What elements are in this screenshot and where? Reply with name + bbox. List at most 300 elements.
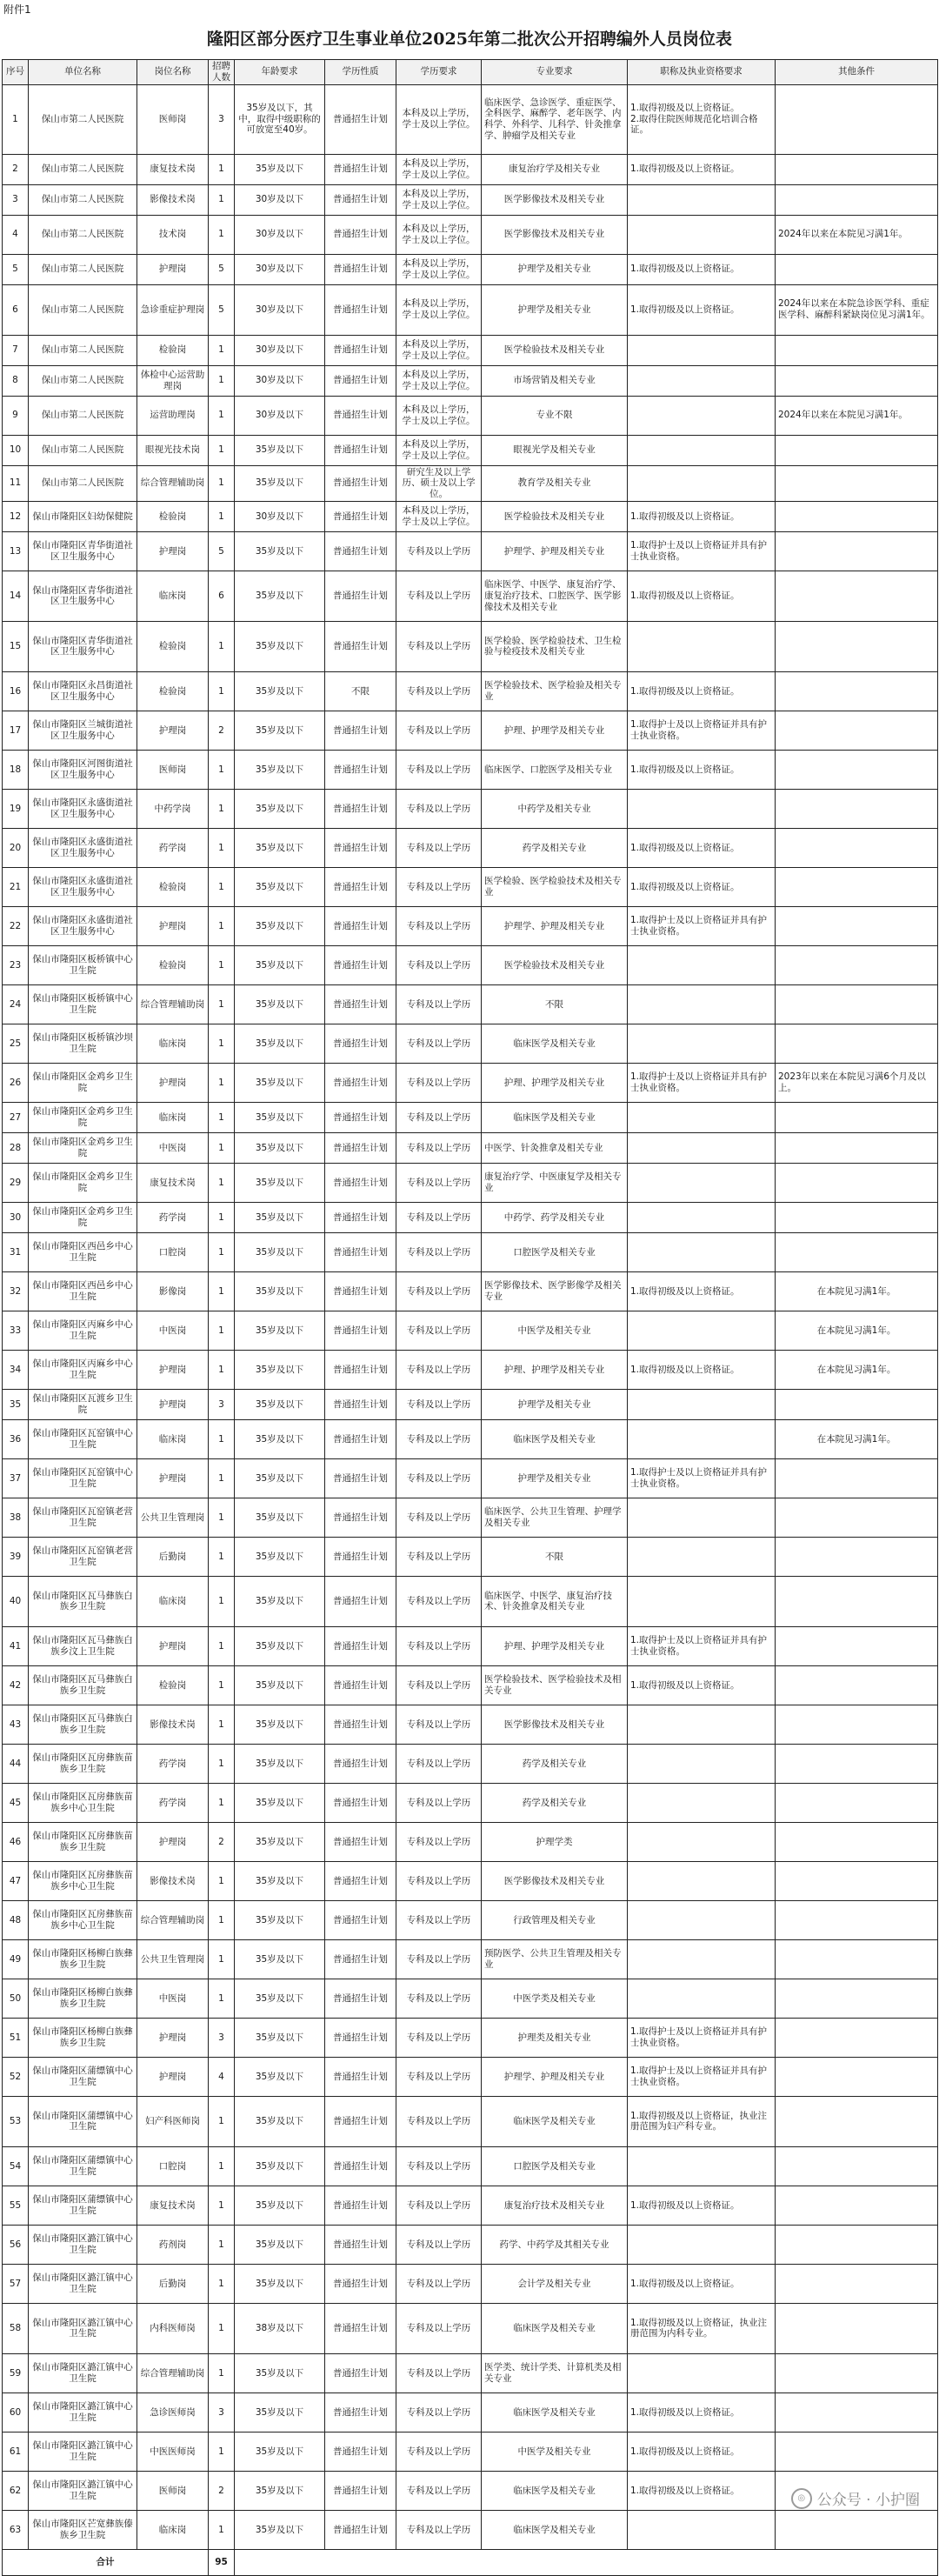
cell-position: 临床岗 [137, 1576, 209, 1626]
cell-major: 护理学及相关专业 [482, 284, 628, 335]
cell-position: 护理岗 [137, 1626, 209, 1665]
cell-edu-req: 专科及以上学历 [396, 2146, 482, 2186]
cell-unit: 保山市隆阳区蒲缥镇中心卫生院 [29, 2057, 137, 2096]
cell-qualification: 1.取得初级及以上资格证。 [628, 284, 776, 335]
cell-edu-type: 普通招生计划 [325, 2146, 396, 2186]
cell-major: 口腔医学及相关专业 [482, 2146, 628, 2186]
cell-edu-type: 普通招生计划 [325, 254, 396, 284]
cell-index: 43 [3, 1705, 29, 1744]
cell-age: 35岁及以下 [235, 2471, 325, 2510]
cell-index: 59 [3, 2353, 29, 2392]
table-row [3, 1232, 938, 1271]
cell-index: 23 [3, 945, 29, 984]
cell-edu-req: 专科及以上学历 [396, 1350, 482, 1389]
cell-index: 51 [3, 2018, 29, 2057]
page-title: 隆阳区部分医疗卫生事业单位2025年第二批次公开招聘编外人员岗位表 [207, 30, 732, 49]
cell-edu-req: 专科及以上学历 [396, 1861, 482, 1900]
cell-edu-type: 普通招生计划 [325, 1900, 396, 1939]
cell-unit: 保山市第二人民医院 [29, 435, 137, 465]
cell-age: 35岁及以下 [235, 984, 325, 1024]
cell-edu-req: 专科及以上学历 [396, 1163, 482, 1202]
cell-index: 10 [3, 435, 29, 465]
cell-index: 12 [3, 501, 29, 531]
cell-position: 药剂岗 [137, 2225, 209, 2264]
cell-position: 中药学岗 [137, 789, 209, 828]
cell-major: 护理学及相关专业 [482, 1389, 628, 1419]
cell-count: 1 [209, 335, 235, 365]
cell-unit: 保山市隆阳区蒲缥镇中心卫生院 [29, 2186, 137, 2225]
cell-age: 35岁及以下 [235, 1744, 325, 1783]
cell-unit: 保山市隆阳区永昌街道社区卫生服务中心 [29, 671, 137, 711]
cell-age: 35岁及以下 [235, 1458, 325, 1498]
cell-count: 1 [209, 2096, 235, 2146]
cell-age: 35岁及以下 [235, 1900, 325, 1939]
cell-other [776, 2264, 938, 2303]
cell-major: 中医学类及相关专业 [482, 1979, 628, 2018]
cell-position: 检验岗 [137, 335, 209, 365]
cell-edu-req: 专科及以上学历 [396, 1783, 482, 1822]
cell-age: 35岁及以下 [235, 1024, 325, 1063]
cell-edu-type: 普通招生计划 [325, 184, 396, 215]
cell-edu-type: 普通招生计划 [325, 1861, 396, 1900]
cell-age: 35岁及以下 [235, 2146, 325, 2186]
cell-other [776, 531, 938, 571]
cell-age: 35岁及以下 [235, 571, 325, 621]
cell-count: 1 [209, 906, 235, 945]
cell-unit: 保山市隆阳区瓦窑镇老营卫生院 [29, 1498, 137, 1537]
cell-qualification [628, 2510, 776, 2549]
cell-edu-req: 专科及以上学历 [396, 1576, 482, 1626]
total-row [3, 2549, 938, 2575]
cell-age: 35岁及以下 [235, 1861, 325, 1900]
cell-edu-req: 本科及以上学历，学士及以上学位。 [396, 435, 482, 465]
cell-index: 36 [3, 1419, 29, 1458]
cell-age: 35岁及以下 [235, 1939, 325, 1979]
cell-age: 35岁及以下 [235, 2186, 325, 2225]
cell-edu-type: 普通招生计划 [325, 1576, 396, 1626]
cell-other [776, 154, 938, 184]
cell-edu-req: 专科及以上学历 [396, 1458, 482, 1498]
cell-edu-type: 普通招生计划 [325, 1498, 396, 1537]
cell-position: 护理岗 [137, 1350, 209, 1389]
cell-age: 35岁及以下 [235, 2225, 325, 2264]
cell-position: 临床岗 [137, 571, 209, 621]
cell-major: 医学检验技术、医学检验及相关专业 [482, 671, 628, 711]
cell-edu-type: 普通招生计划 [325, 789, 396, 828]
cell-index: 20 [3, 828, 29, 867]
cell-position: 妇产科医师岗 [137, 2096, 209, 2146]
cell-count: 5 [209, 284, 235, 335]
cell-unit: 保山市隆阳区潞江镇中心卫生院 [29, 2225, 137, 2264]
header-col-position: 岗位名称 [137, 60, 209, 85]
annex-label: 附件1 [3, 3, 31, 16]
table-row [3, 365, 938, 396]
cell-unit: 保山市隆阳区蒲缥镇中心卫生院 [29, 2146, 137, 2186]
cell-qualification [628, 1900, 776, 1939]
cell-index: 3 [3, 184, 29, 215]
cell-other [776, 1232, 938, 1271]
cell-qualification: 1.取得初级及以上资格证。 [628, 1350, 776, 1389]
cell-unit: 保山市隆阳区青华街道社区卫生服务中心 [29, 621, 137, 671]
cell-count: 1 [209, 1232, 235, 1271]
cell-edu-req: 专科及以上学历 [396, 906, 482, 945]
cell-other: 2024年以来在本院见习满1年。 [776, 215, 938, 254]
cell-other [776, 1389, 938, 1419]
table-row [3, 571, 938, 621]
header-col-age: 年龄要求 [235, 60, 325, 85]
cell-edu-req: 专科及以上学历 [396, 711, 482, 750]
cell-major: 医学检验技术及相关专业 [482, 501, 628, 531]
cell-count: 1 [209, 1537, 235, 1576]
cell-count: 3 [209, 2018, 235, 2057]
cell-major: 教育学及相关专业 [482, 465, 628, 501]
cell-major: 药学及相关专业 [482, 828, 628, 867]
table-row [3, 154, 938, 184]
cell-other [776, 1537, 938, 1576]
cell-unit: 保山市第二人民医院 [29, 254, 137, 284]
table-row [3, 1350, 938, 1389]
cell-edu-type: 普通招生计划 [325, 2432, 396, 2471]
cell-other [776, 1024, 938, 1063]
cell-count: 1 [209, 396, 235, 435]
cell-qualification: 1.取得初级及以上资格证。 [628, 1271, 776, 1311]
cell-qualification [628, 435, 776, 465]
cell-major: 预防医学、公共卫生管理及相关专业 [482, 1939, 628, 1979]
cell-other [776, 435, 938, 465]
cell-count: 1 [209, 1458, 235, 1498]
cell-position: 口腔岗 [137, 2146, 209, 2186]
cell-edu-req: 专科及以上学历 [396, 1271, 482, 1311]
table-row [3, 2303, 938, 2353]
cell-count: 1 [209, 1350, 235, 1389]
cell-age: 30岁及以下 [235, 284, 325, 335]
cell-other [776, 789, 938, 828]
cell-unit: 保山市隆阳区西邑乡中心卫生院 [29, 1232, 137, 1271]
cell-major: 会计学及相关专业 [482, 2264, 628, 2303]
cell-other [776, 1900, 938, 1939]
cell-other [776, 2392, 938, 2432]
cell-index: 39 [3, 1537, 29, 1576]
cell-age: 30岁及以下 [235, 365, 325, 396]
cell-age: 35岁及以下 [235, 2432, 325, 2471]
cell-major: 临床医学及相关专业 [482, 2303, 628, 2353]
cell-unit: 保山市隆阳区青华街道社区卫生服务中心 [29, 531, 137, 571]
table-row [3, 2096, 938, 2146]
cell-index: 45 [3, 1783, 29, 1822]
cell-qualification [628, 365, 776, 396]
cell-position: 临床岗 [137, 2510, 209, 2549]
cell-qualification: 1.取得初级及以上资格证。 [628, 571, 776, 621]
cell-unit: 保山市隆阳区芒宽彝族傣族乡卫生院 [29, 2510, 137, 2549]
cell-unit: 保山市隆阳区瓦房彝族苗族乡卫生院 [29, 1744, 137, 1783]
cell-major: 口腔医学及相关专业 [482, 1232, 628, 1271]
cell-other [776, 1132, 938, 1163]
cell-unit: 保山市隆阳区瓦马彝族白族乡卫生院 [29, 1705, 137, 1744]
cell-edu-type: 普通招生计划 [325, 984, 396, 1024]
cell-unit: 保山市隆阳区瓦房彝族苗族乡中心卫生院 [29, 1783, 137, 1822]
cell-count: 1 [209, 184, 235, 215]
table-row [3, 1744, 938, 1783]
cell-other [776, 335, 938, 365]
cell-age: 35岁及以下 [235, 2057, 325, 2096]
cell-major: 临床医学及相关专业 [482, 2096, 628, 2146]
cell-major: 中医学、针灸推拿及相关专业 [482, 1132, 628, 1163]
cell-position: 护理岗 [137, 254, 209, 284]
cell-edu-req: 专科及以上学历 [396, 1939, 482, 1979]
cell-index: 50 [3, 1979, 29, 2018]
cell-edu-req: 专科及以上学历 [396, 1626, 482, 1665]
cell-other [776, 2146, 938, 2186]
cell-position: 综合管理辅助岗 [137, 1900, 209, 1939]
cell-other [776, 2057, 938, 2096]
cell-position: 体检中心运营助理岗 [137, 365, 209, 396]
cell-edu-type: 普通招生计划 [325, 335, 396, 365]
cell-major: 药学、中药学及其相关专业 [482, 2225, 628, 2264]
cell-index: 25 [3, 1024, 29, 1063]
cell-age: 35岁及以下 [235, 1232, 325, 1271]
cell-index: 16 [3, 671, 29, 711]
cell-major: 临床医学及相关专业 [482, 2510, 628, 2549]
cell-edu-type: 普通招生计划 [325, 284, 396, 335]
cell-major: 临床医学及相关专业 [482, 1024, 628, 1063]
cell-other: 在本院见习满1年。 [776, 1271, 938, 1311]
cell-edu-req: 专科及以上学历 [396, 750, 482, 789]
cell-count: 1 [209, 154, 235, 184]
cell-unit: 保山市隆阳区板桥镇中心卫生院 [29, 945, 137, 984]
cell-edu-req: 专科及以上学历 [396, 1311, 482, 1350]
cell-position: 运营助理岗 [137, 396, 209, 435]
cell-count: 1 [209, 2146, 235, 2186]
cell-major: 临床医学、急诊医学、重症医学、全科医学、麻醉学、老年医学、内科学、外科学、儿科学、针灸推拿学、肿瘤学及相关专业 [482, 84, 628, 154]
table-row [3, 2432, 938, 2471]
cell-unit: 保山市隆阳区金鸡乡卫生院 [29, 1163, 137, 1202]
cell-count: 1 [209, 1163, 235, 1202]
table-row [3, 284, 938, 335]
cell-other [776, 2303, 938, 2353]
cell-other: 2024年以来在本院急诊医学科、重症医学科、麻醉科紧缺岗位见习满1年。 [776, 284, 938, 335]
cell-other [776, 2186, 938, 2225]
cell-edu-req: 专科及以上学历 [396, 1665, 482, 1705]
cell-edu-req: 本科及以上学历，学士及以上学位。 [396, 215, 482, 254]
cell-position: 影像技术岗 [137, 1705, 209, 1744]
table-row [3, 621, 938, 671]
cell-other [776, 184, 938, 215]
cell-age: 35岁及以下 [235, 2392, 325, 2432]
cell-other [776, 2225, 938, 2264]
cell-index: 61 [3, 2432, 29, 2471]
cell-edu-req: 专科及以上学历 [396, 1232, 482, 1271]
cell-unit: 保山市隆阳区瓦马彝族白族乡汶上卫生院 [29, 1626, 137, 1665]
cell-qualification: 1.取得初级及以上资格证。 [628, 154, 776, 184]
cell-other [776, 984, 938, 1024]
cell-edu-req: 专科及以上学历 [396, 2392, 482, 2432]
cell-other [776, 1102, 938, 1132]
cell-edu-type: 普通招生计划 [325, 1979, 396, 2018]
cell-unit: 保山市隆阳区杨柳白族彝族乡卫生院 [29, 1939, 137, 1979]
table-row [3, 2353, 938, 2392]
cell-count: 1 [209, 2353, 235, 2392]
cell-count: 1 [209, 1576, 235, 1626]
cell-position: 检验岗 [137, 621, 209, 671]
cell-edu-type: 普通招生计划 [325, 1202, 396, 1232]
cell-qualification [628, 1311, 776, 1350]
cell-qualification [628, 1861, 776, 1900]
cell-major: 康复治疗学、中医康复学及相关专业 [482, 1163, 628, 1202]
cell-unit: 保山市隆阳区潞江镇中心卫生院 [29, 2432, 137, 2471]
cell-count: 1 [209, 1705, 235, 1744]
table-row [3, 1419, 938, 1458]
table-row [3, 2264, 938, 2303]
cell-unit: 保山市第二人民医院 [29, 154, 137, 184]
table-row [3, 1458, 938, 1498]
cell-qualification [628, 1537, 776, 1576]
cell-count: 1 [209, 2225, 235, 2264]
table-row [3, 789, 938, 828]
cell-edu-type: 普通招生计划 [325, 531, 396, 571]
cell-index: 46 [3, 1822, 29, 1861]
cell-qualification [628, 335, 776, 365]
cell-qualification: 1.取得初级及以上资格证。 [628, 501, 776, 531]
cell-count: 1 [209, 1102, 235, 1132]
table-row [3, 1861, 938, 1900]
cell-qualification [628, 1576, 776, 1626]
cell-age: 35岁及以下 [235, 671, 325, 711]
cell-edu-req: 专科及以上学历 [396, 531, 482, 571]
cell-age: 35岁及以下 [235, 1102, 325, 1132]
cell-index: 34 [3, 1350, 29, 1389]
cell-qualification: 1.取得初级及以上资格证。 2.取得住院医师规范化培训合格证。 [628, 84, 776, 154]
cell-count: 1 [209, 2510, 235, 2549]
cell-unit: 保山市隆阳区瓦房彝族苗族乡中心卫生院 [29, 1900, 137, 1939]
cell-unit: 保山市第二人民医院 [29, 396, 137, 435]
positions-table [2, 59, 938, 2576]
table-row [3, 906, 938, 945]
cell-index: 17 [3, 711, 29, 750]
cell-major: 行政管理及相关专业 [482, 1900, 628, 1939]
table-row [3, 2225, 938, 2264]
cell-major: 市场营销及相关专业 [482, 365, 628, 396]
header-col-count: 招聘人数 [209, 60, 235, 85]
cell-edu-type: 普通招生计划 [325, 945, 396, 984]
cell-edu-type: 普通招生计划 [325, 1419, 396, 1458]
cell-index: 21 [3, 867, 29, 906]
cell-edu-req: 专科及以上学历 [396, 1024, 482, 1063]
cell-age: 35岁及以下 [235, 945, 325, 984]
table-row [3, 1537, 938, 1576]
table-row [3, 1311, 938, 1350]
cell-unit: 保山市隆阳区瓦房彝族苗族乡中心卫生院 [29, 1861, 137, 1900]
cell-count: 2 [209, 711, 235, 750]
cell-unit: 保山市隆阳区金鸡乡卫生院 [29, 1132, 137, 1163]
cell-qualification [628, 1419, 776, 1458]
cell-count: 1 [209, 750, 235, 789]
table-row [3, 1063, 938, 1102]
cell-position: 内科医师岗 [137, 2303, 209, 2353]
cell-edu-type: 普通招生计划 [325, 84, 396, 154]
cell-edu-type: 普通招生计划 [325, 1063, 396, 1102]
cell-position: 临床岗 [137, 1102, 209, 1132]
cell-age: 35岁及以下 [235, 867, 325, 906]
cell-edu-req: 专科及以上学历 [396, 2186, 482, 2225]
cell-age: 38岁及以下 [235, 2303, 325, 2353]
cell-position: 临床岗 [137, 1419, 209, 1458]
cell-edu-req: 专科及以上学历 [396, 867, 482, 906]
cell-other [776, 465, 938, 501]
table-row [3, 501, 938, 531]
cell-age: 35岁及以下 [235, 2018, 325, 2057]
table-row [3, 215, 938, 254]
cell-index: 48 [3, 1900, 29, 1939]
table-row [3, 2392, 938, 2432]
cell-unit: 保山市隆阳区杨柳白族彝族乡卫生院 [29, 2018, 137, 2057]
cell-edu-type: 普通招生计划 [325, 1024, 396, 1063]
cell-major: 中医学及相关专业 [482, 2432, 628, 2471]
cell-edu-req: 本科及以上学历，学士及以上学位。 [396, 184, 482, 215]
cell-edu-type: 普通招生计划 [325, 571, 396, 621]
cell-unit: 保山市隆阳区潞江镇中心卫生院 [29, 2392, 137, 2432]
cell-index: 47 [3, 1861, 29, 1900]
cell-other [776, 1202, 938, 1232]
cell-position: 口腔岗 [137, 1232, 209, 1271]
cell-qualification [628, 1822, 776, 1861]
cell-edu-type: 普通招生计划 [325, 2353, 396, 2392]
table-row [3, 671, 938, 711]
cell-count: 1 [209, 2303, 235, 2353]
table-row [3, 254, 938, 284]
cell-count: 6 [209, 571, 235, 621]
cell-qualification [628, 1389, 776, 1419]
cell-other [776, 365, 938, 396]
cell-edu-type: 普通招生计划 [325, 2057, 396, 2096]
cell-edu-type: 普通招生计划 [325, 465, 396, 501]
cell-unit: 保山市隆阳区蒲缥镇中心卫生院 [29, 2096, 137, 2146]
cell-age: 35岁及以下 [235, 1271, 325, 1311]
cell-edu-req: 专科及以上学历 [396, 1979, 482, 2018]
cell-unit: 保山市隆阳区西邑乡中心卫生院 [29, 1271, 137, 1311]
cell-position: 临床岗 [137, 1024, 209, 1063]
cell-edu-req: 专科及以上学历 [396, 571, 482, 621]
cell-edu-type: 普通招生计划 [325, 867, 396, 906]
cell-unit: 保山市隆阳区板桥镇沙坝卫生院 [29, 1024, 137, 1063]
cell-age: 35岁及以下 [235, 2264, 325, 2303]
cell-major: 医学检验、医学检验技术、卫生检验与检疫技术及相关专业 [482, 621, 628, 671]
cell-other [776, 1979, 938, 2018]
cell-edu-req: 本科及以上学历，学士及以上学位。 [396, 254, 482, 284]
cell-count: 2 [209, 2471, 235, 2510]
table-row [3, 1389, 938, 1419]
cell-qualification: 1.取得初级及以上资格证。 [628, 2264, 776, 2303]
cell-unit: 保山市隆阳区杨柳白族彝族乡卫生院 [29, 1979, 137, 2018]
cell-other [776, 2096, 938, 2146]
cell-index: 57 [3, 2264, 29, 2303]
cell-position: 检验岗 [137, 867, 209, 906]
cell-index: 35 [3, 1389, 29, 1419]
cell-index: 19 [3, 789, 29, 828]
cell-edu-req: 专科及以上学历 [396, 1537, 482, 1576]
cell-count: 1 [209, 671, 235, 711]
cell-edu-type: 普通招生计划 [325, 2018, 396, 2057]
cell-position: 后勤岗 [137, 1537, 209, 1576]
table-row [3, 750, 938, 789]
cell-qualification: 1.取得初级及以上资格证。 [628, 1665, 776, 1705]
cell-unit: 保山市隆阳区妇幼保健院 [29, 501, 137, 531]
cell-age: 35岁及以下 [235, 2096, 325, 2146]
cell-index: 7 [3, 335, 29, 365]
cell-count: 1 [209, 1271, 235, 1311]
cell-other [776, 571, 938, 621]
cell-unit: 保山市隆阳区永盛街道社区卫生服务中心 [29, 906, 137, 945]
cell-age: 30岁及以下 [235, 335, 325, 365]
